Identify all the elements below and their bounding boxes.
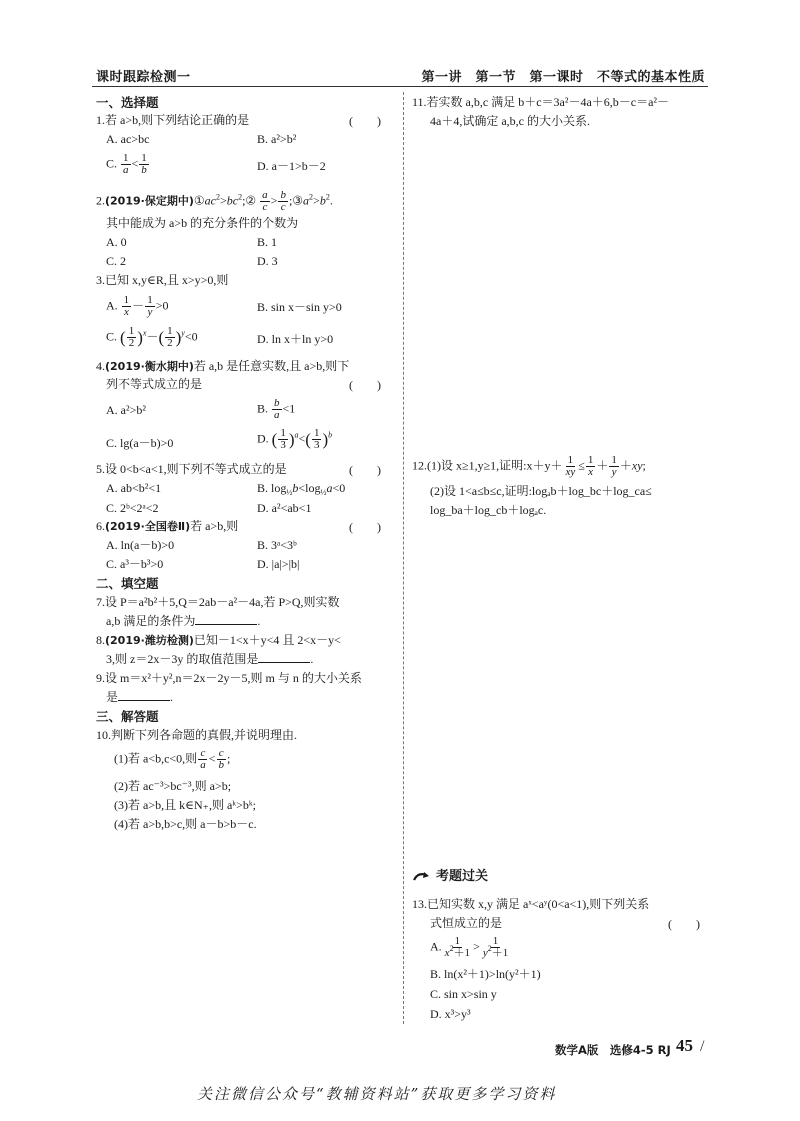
q13-option-c: C. sin x>sin y [430, 987, 497, 1001]
q2-option-d: D. 3 [257, 254, 278, 268]
q1-stem: 1.若 a>b,则下列结论正确的是 [96, 113, 250, 127]
q4-stem: 4.(2019·衡水期中)若 a,b 是任意实数,且 a>b,则下 [96, 359, 350, 373]
q10-part3: (3)若 a>b,且 k∈N₊,则 aᵏ>bᵏ; [114, 798, 256, 812]
q2-option-b: B. 1 [257, 235, 278, 249]
q6-answer-paren: ( ) [349, 520, 381, 534]
q11-line2: 4a＋4,试确定 a,b,c 的大小关系. [430, 114, 590, 128]
column-divider [403, 92, 404, 1024]
q3-option-d: D. ln x＋ln y>0 [257, 332, 334, 346]
q3-option-b: B. sin x－sin y>0 [257, 300, 342, 314]
q13-line1: 13.已知实数 x,y 满足 aˣ<aʸ(0<a<1),则下列关系 [412, 897, 650, 911]
q5-stem: 5.设 0<b<a<1,则下列不等式成立的是 [96, 462, 287, 476]
q6-stem: 6.(2019·全国卷Ⅱ)若 a>b,则 [96, 519, 239, 533]
page-number: 45 [676, 1036, 693, 1055]
q3-option-c: C. ( $\frac{1}{2}$ )$^x$－( $\frac{1}{2}$ )$^y$<0 [106, 325, 198, 349]
q5-option-a: A. ab<b²<1 [106, 481, 162, 495]
header-right: 第一讲 第一节 第一课时 不等式的基本性质 [421, 70, 705, 85]
q5-option-c: C. 2ᵇ<2ᵃ<2 [106, 501, 159, 515]
q4-line2: 列不等式成立的是 [106, 377, 203, 391]
q7-line1: 7.设 P＝a²b²＋5,Q＝2ab－a²－4a,若 P>Q,则实数 [96, 595, 340, 609]
q13-line2: 式恒成立的是 [430, 916, 503, 930]
q12-line1: 12.(1)设 x≥1,y≥1,证明:x＋y＋ $\frac{1}{xy}$ ≤ $\frac{1}{x}$ ＋ $\frac{1}{y}$ ＋xy; [412, 454, 646, 478]
q4-option-a: A. a²>b² [106, 403, 146, 417]
q1-option-d: D. a－1>b－2 [257, 159, 326, 173]
bottom-note: 关注微信公众号“教辅资料站”获取更多学习资料 [197, 1085, 557, 1103]
q6-option-d: D. |a|>|b| [257, 557, 300, 571]
q1-option-a: A. ac>bc [106, 132, 150, 146]
q1-option-b: B. a²>b² [257, 132, 297, 146]
q3-stem: 3.已知 x,y∈R,且 x>y>0,则 [96, 273, 229, 287]
q10-part4: (4)若 a>b,b>c,则 a－b>b－c. [114, 817, 257, 831]
q13-option-d: D. x³>y³ [430, 1007, 471, 1021]
q2-option-c: C. 2 [106, 254, 127, 268]
q6-option-a: A. ln(a－b)>0 [106, 538, 175, 552]
q2-line2: 其中能成为 a>b 的充分条件的个数为 [106, 216, 299, 230]
page-slash-mark: / [700, 1038, 705, 1055]
q12-line3: log_ba＋log_cb＋logₐc. [430, 503, 547, 517]
q13-option-a: A. $\frac{1}{x^2+1}$ > $\frac{1}{y^2+1}$ [430, 935, 509, 959]
q5-option-b: B. $\log_{\frac{1}{2}}b<\log_{\frac{1}{2}}a<0$ [257, 481, 346, 497]
section-choice-title: 一、选择题 [96, 95, 159, 110]
q4-option-b: B. $\frac{b}{a}$ <1 [257, 397, 296, 421]
q1-option-c: C. $\frac{1}{a}$ < $\frac{1}{b}$ [106, 152, 147, 176]
q9-line2: 是 . [106, 690, 174, 704]
q8-line1: 8.(2019·潍坊检测)已知－1<x＋y<4 且 2<x－y< [96, 633, 341, 647]
q5-option-d: D. a²<ab<1 [257, 501, 312, 515]
footer-edition: 数学A版 选修4-5 RJ [555, 1043, 671, 1057]
section-fill-title: 二、填空题 [96, 576, 159, 591]
q1-answer-paren: ( ) [349, 114, 381, 128]
q10-part2: (2)若 ac⁻³>bc⁻³,则 a>b; [114, 779, 232, 793]
q7-line2: a,b 满足的条件为 . [106, 614, 261, 628]
q13-answer-paren: ( ) [668, 917, 700, 931]
q10-stem: 10.判断下列各命题的真假,并说明理由. [96, 728, 298, 742]
q3-option-a: A. $\frac{1}{x}$ － $\frac{1}{y}$ >0 [106, 294, 169, 318]
q4-answer-paren: ( ) [349, 378, 381, 392]
q13-option-b: B. ln(x²＋1)>ln(y²＋1) [430, 967, 541, 981]
q9-line1: 9.设 m＝x²＋y²,n＝2x－2y－5,则 m 与 n 的大小关系 [96, 671, 362, 685]
q6-option-b: B. 3ᵃ<3ᵇ [257, 538, 297, 552]
header-rule [92, 86, 708, 87]
curved-arrow-icon [412, 871, 432, 883]
kaoti-heading: 考题过关 [412, 865, 488, 884]
q6-option-c: C. a³－b³>0 [106, 557, 164, 571]
header-left: 课时跟踪检测一 [96, 70, 191, 85]
q10-part1: (1)若 a<b,c<0,则 $\frac{c}{a}$ < $\frac{c}{b}$ ; [114, 747, 231, 771]
q2-stem: 2.(2019·保定期中)$①ac^2>bc^2;②$ $\frac{a}{c}$ > $\frac{b}{c}$ $;③a^2>b^2$. [96, 189, 333, 213]
q12-line2: (2)设 1<a≤b≤c,证明:logₐb＋log_bc＋log_ca≤ [430, 484, 652, 498]
q2-option-a: A. 0 [106, 235, 127, 249]
section-answer-title: 三、解答题 [96, 709, 159, 724]
q4-option-c: C. lg(a－b)>0 [106, 436, 174, 450]
q4-option-d: D. ( $\frac{1}{3}$ )$^a$<( $\frac{1}{3}$ )$^b$ [257, 427, 333, 451]
q8-line2: 3,则 z＝2x－3y 的取值范围是 . [106, 652, 314, 666]
q5-answer-paren: ( ) [349, 463, 381, 477]
q11-line1: 11.若实数 a,b,c 满足 b＋c＝3a²－4a＋6,b－c＝a²－ [412, 95, 670, 109]
